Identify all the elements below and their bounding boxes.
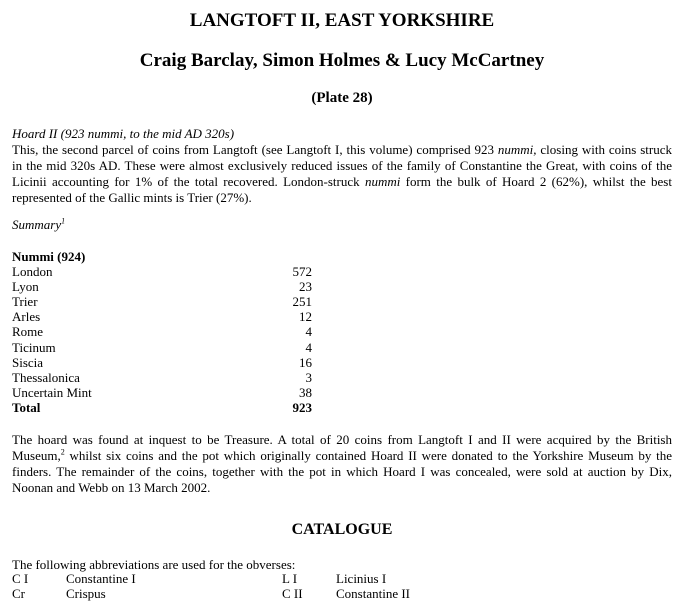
hoard-heading: Hoard II (923 nummi, to the mid AD 320s) <box>12 126 235 141</box>
footnote-marker-1: 1 <box>61 216 66 226</box>
treasure-text-1: The hoard was found at inquest to be Treasure. A total of 20 coins from Langtoft I and II were acquired by the British Museum, <box>12 432 672 463</box>
summary-total-row <box>12 400 312 415</box>
mint-name: Rome <box>12 324 44 340</box>
intro-text-1: This, the second parcel of coins from Langtoft (see Langtoft I, this volume) comprised 923 <box>12 142 498 157</box>
intro-emphasis-2: nummi <box>364 174 401 189</box>
intro-text-3: form the bulk of Hoard 2 (62%), whilst the best represented of the Gallic mints is Trier (27%). <box>12 174 672 205</box>
table-row <box>12 385 312 400</box>
intro-paragraph <box>12 142 672 206</box>
mint-name: Lyon <box>12 279 39 295</box>
table-row <box>12 279 312 294</box>
table-row <box>12 309 312 324</box>
footnote-marker-2: 2 <box>60 447 65 457</box>
abbr-code: C II <box>282 586 303 601</box>
coin-count: 4 <box>305 324 312 340</box>
coin-count: 23 <box>299 279 312 295</box>
coin-count: 251 <box>292 294 312 310</box>
mint-name: Trier <box>12 294 38 310</box>
table-row <box>12 264 312 279</box>
mint-name: Uncertain Mint <box>12 384 92 400</box>
table-row <box>12 324 312 339</box>
summary-table-heading <box>12 249 312 264</box>
coin-count: 16 <box>299 354 312 370</box>
abbr-name: Constantine I <box>66 571 136 586</box>
article-title: LANGTOFT II, EAST YORKSHIRE <box>189 10 495 31</box>
abbr-name: Crispus <box>66 586 106 601</box>
total-label: Total <box>12 400 41 415</box>
mint-name: Siscia <box>12 354 44 370</box>
mint-name: Arles <box>12 309 41 325</box>
article-authors: Craig Barclay, Simon Holmes & Lucy McCartney <box>139 50 545 71</box>
abbr-name: Constantine II <box>336 586 411 601</box>
coin-count: 38 <box>299 384 312 400</box>
coin-count: 4 <box>305 339 312 355</box>
abbr-code: C I <box>12 571 29 586</box>
intro-emphasis-1: nummi, <box>497 142 537 157</box>
abbr-name: Licinius I <box>336 571 387 586</box>
mint-name: London <box>12 264 53 279</box>
coin-count: 3 <box>305 369 312 385</box>
total-value: 923 <box>292 400 312 415</box>
treasure-text-2: whilst six coins and the pot which originally contained Hoard II were donated to the Yorkshire Museum by the finders. The remainder of the coins, together with the pot in which Hoard I was concealed, were sold at auction by Dix, Noonan and Webb on 13 March 2002. <box>12 448 672 495</box>
intro-text-2: closing with coins struck in the mid 320s AD. These were almost exclusively reduced issues of the family of Constantine the Great, with coins of the Licinii accounting for 1% of the total recovered. London-struck <box>12 142 672 189</box>
table-row <box>12 340 312 355</box>
abbr-code: L I <box>282 571 298 586</box>
summary-table-heading-text: Nummi (924) <box>12 249 86 264</box>
catalogue-heading: CATALOGUE <box>291 521 393 538</box>
table-row <box>12 294 312 309</box>
summary-label-text: Summary <box>12 217 62 232</box>
summary-label <box>12 217 672 233</box>
table-row <box>12 355 312 370</box>
mint-name: Thessalonica <box>12 369 80 385</box>
coin-count: 12 <box>299 309 312 325</box>
abbreviations-intro: The following abbreviations are used for the obverses: <box>12 557 296 572</box>
table-row <box>12 370 312 385</box>
mint-name: Ticinum <box>12 339 56 355</box>
treasure-paragraph <box>12 432 672 496</box>
coin-count: 572 <box>292 264 312 279</box>
plate-reference: (Plate 28) <box>311 90 373 106</box>
abbr-code: Cr <box>12 586 25 601</box>
